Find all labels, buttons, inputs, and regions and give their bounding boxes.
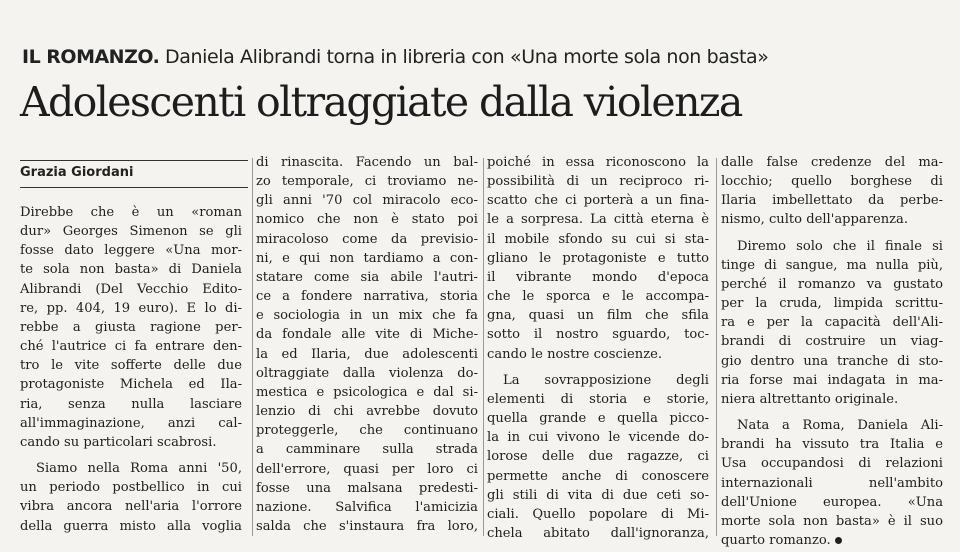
text-line: fosse dato leggere «Una mor-: [20, 243, 242, 259]
text-line: permette anche di conoscere: [487, 468, 709, 484]
text-line: La sovrapposizione degli: [503, 372, 709, 388]
text-line: lenzio di chi avrebbe dovuto: [256, 404, 478, 420]
text-line: poiché in essa riconoscono la: [487, 155, 709, 170]
kicker-text: Daniela Alibrandi torna in libreria con «Una morte sola non basta»: [164, 46, 769, 68]
text-line: Usa occupandosi di relazioni: [721, 456, 943, 472]
author-byline: Grazia Giordani: [20, 165, 134, 180]
text-line: tinge di sangue, ma nulla più,: [721, 257, 943, 273]
text-line: ciali. Quello popolare di Mi-: [487, 506, 709, 522]
text-line: dell'errore, quasi per loro ci: [256, 461, 478, 477]
text-line: locchio; quello borghese di: [721, 174, 943, 190]
column-divider: [252, 158, 253, 536]
text-line: la ed Ilaria, due adolescenti: [256, 346, 478, 362]
kicker-label: IL ROMANZO.: [22, 46, 160, 68]
text-line: che le sporca e le accompa-: [487, 289, 709, 305]
headline: Adolescenti oltraggiate dalla violenza: [20, 78, 742, 126]
article-paragraph: [487, 371, 709, 543]
text-line: Nata a Roma, Daniela Ali-: [737, 418, 943, 434]
author-rule-bottom: [20, 187, 248, 188]
article-column-2: [256, 153, 478, 533]
text-line: Direbbe che è un «roman: [20, 205, 242, 220]
text-line: ra e per la capacità dell'Ali-: [721, 315, 943, 331]
text-line: brandi ha vissuto tra Italia e: [721, 437, 943, 453]
text-line: a camminare sulla strada: [256, 442, 478, 458]
text-line: ce a fondere narrativa, storia: [256, 289, 478, 305]
text-line: un periodo postbellico in cui: [20, 480, 242, 496]
text-line: Alibrandi (Del Vecchio Edito-: [20, 281, 242, 297]
paragraph-gap: [721, 230, 943, 237]
text-line: salda che s'instaura fra loro,: [256, 518, 478, 534]
text-line: quella grande e quella picco-: [487, 411, 709, 427]
text-line: niera altrettanto originale.: [721, 391, 899, 407]
text-line: Diremo solo che il finale si: [737, 238, 943, 254]
text-line: statare come sia abile l'autri-: [256, 269, 478, 285]
text-line: nomico che non è stato poi: [256, 212, 478, 228]
text-line: Siamo nella Roma anni '50,: [36, 461, 242, 477]
text-line: scatto che ci porterà a un fina-: [487, 193, 709, 209]
article-column-3: [487, 153, 709, 541]
text-line: ria forse mai indagata in ma-: [721, 372, 943, 388]
text-line: e sociologia in un mix che fa: [256, 308, 478, 324]
text-line: possibilità di un reciproco ri-: [487, 174, 709, 190]
article-paragraph: [487, 153, 709, 364]
article-paragraph: [20, 203, 242, 452]
text-line: miracoloso come da previsio-: [256, 231, 478, 247]
text-line: rebbe a giusta ragione per-: [20, 319, 242, 335]
text-line: ria, senza nulla lasciare: [20, 396, 242, 412]
author-rule-top: [20, 160, 248, 161]
text-line: dur» Georges Simenon se gli: [20, 224, 242, 240]
text-line: dell'Unione europea. «Una: [721, 494, 943, 510]
article-paragraph: [721, 416, 943, 550]
text-line: internazionali nell'ambito: [721, 475, 943, 491]
text-line: il vibrante mondo d'epoca: [487, 269, 709, 285]
article-column-1: [20, 203, 242, 543]
text-line: ni, e qui non tardiamo a con-: [256, 250, 478, 266]
text-line: re, pp. 404, 19 euro). E lo di-: [20, 300, 242, 316]
paragraph-gap: [721, 409, 943, 416]
article-paragraph: [256, 153, 478, 536]
text-line: mestica e psicologica e dal si-: [256, 384, 478, 400]
article-paragraph: [721, 153, 943, 230]
text-line: nismo, culto dell'apparenza.: [721, 212, 909, 228]
text-line: nazione. Salvifica l'amicizia: [256, 499, 478, 515]
text-line: brandi di costruire un viag-: [721, 334, 943, 350]
text-line: tro le vite sofferte delle due: [20, 358, 242, 374]
text-line: gliano le protagoniste e tutto: [487, 250, 709, 266]
text-line: lorose delle due ragazze, ci: [487, 449, 709, 465]
end-mark-icon: [835, 537, 842, 544]
text-line: gna, quasi un film che sfila: [487, 308, 709, 324]
text-line: elementi di storia e storie,: [487, 391, 709, 407]
text-line: chela abitato dall'ignoranza,: [487, 525, 709, 541]
column-divider: [716, 158, 717, 536]
text-line: la in cui vivono le vicende do-: [487, 430, 709, 446]
text-line: morte sola non basta» è il suo: [721, 513, 943, 529]
text-line: protagoniste Michela ed Ila-: [20, 377, 242, 393]
text-line: te sola non basta» di Daniela: [20, 262, 242, 278]
text-line: di rinascita. Facendo un bal-: [256, 155, 478, 170]
text-line: per la cruda, limpida scrittu-: [721, 296, 943, 312]
paragraph-gap: [20, 452, 242, 459]
text-line: vibra ancora nell'aria l'orrore: [20, 499, 242, 515]
text-line: perché il romanzo va gustato: [721, 276, 943, 292]
text-line: ché l'autrice ci fa entrare den-: [20, 339, 242, 355]
kicker: [22, 46, 769, 68]
text-line: fosse una malsana predesti-: [256, 480, 478, 496]
text-line: da fondale alle vite di Miche-: [256, 327, 478, 343]
article-paragraph: [20, 459, 242, 536]
article-column-4: [721, 153, 943, 548]
column-divider: [483, 158, 484, 536]
paragraph-gap: [487, 364, 709, 371]
text-line: dalle false credenze del ma-: [721, 155, 943, 170]
text-line: il mobile sfondo su cui si sta-: [487, 231, 709, 247]
text-line: gli anni '70 col miracolo eco-: [256, 193, 478, 209]
article-paragraph: [721, 237, 943, 409]
text-line: gli stili di vita di due ceti so-: [487, 487, 709, 503]
text-line: proteggerle, che continuano: [256, 423, 478, 439]
text-line: della guerra misto alla voglia: [20, 518, 242, 534]
text-line: oltraggiate dalla violenza do-: [256, 365, 478, 381]
text-line: Ilaria imbellettato da perbe-: [721, 193, 943, 209]
text-line: cando le nostre coscienze.: [487, 346, 663, 362]
text-line: sotto il nostro sguardo, toc-: [487, 327, 709, 343]
text-line: zo temporale, ci troviamo ne-: [256, 174, 478, 190]
text-line: cando su particolari scabrosi.: [20, 434, 217, 450]
text-line: le a sorpresa. La città eterna è: [487, 212, 709, 228]
text-line: gio dentro una tranche di sto-: [721, 353, 943, 369]
text-line: all'immaginazione, anzi cal-: [20, 415, 242, 431]
text-line: quarto romanzo.: [721, 531, 943, 550]
